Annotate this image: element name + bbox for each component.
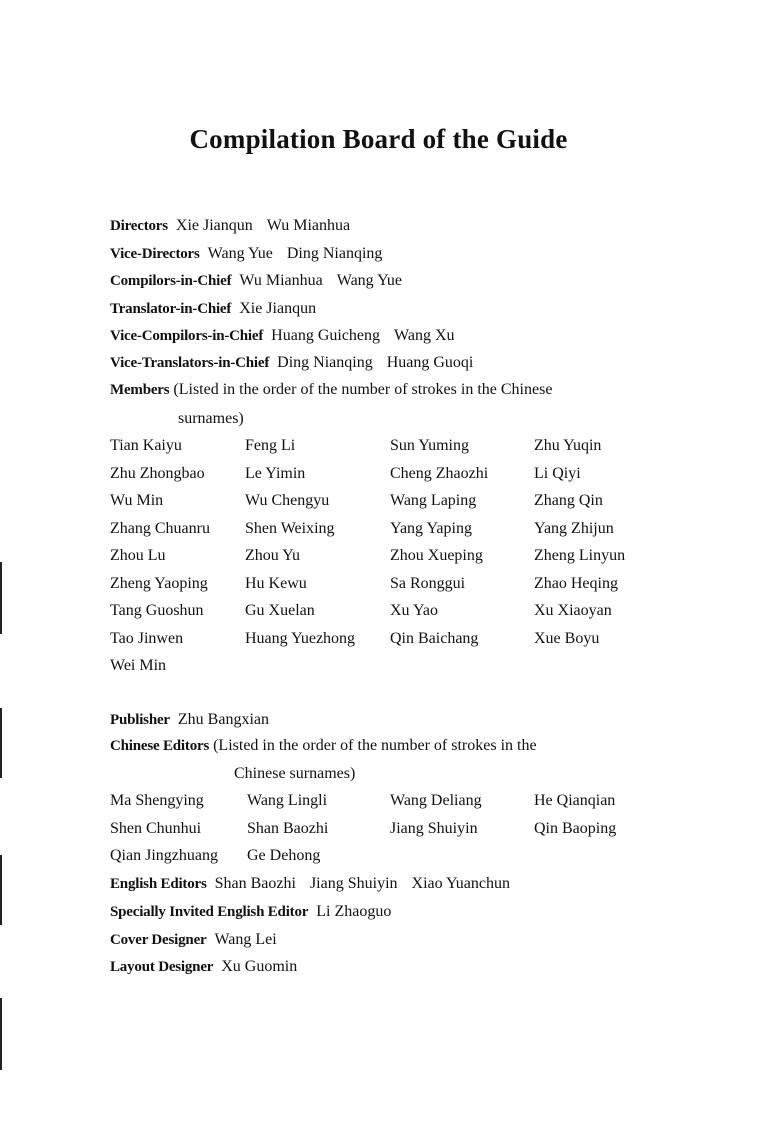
member-name: Xue Boyu	[534, 629, 600, 647]
name: Zhu Bangxian	[177, 711, 269, 728]
member-name: Tian Kaiyu	[110, 437, 182, 454]
vice-directors-label: Vice-Directors	[110, 246, 200, 262]
member-name: Li Qiyi	[534, 464, 581, 482]
english-editors-line	[110, 875, 510, 893]
vice-compilers-in-chief-label: Vice-Compilors-in-Chief	[110, 328, 264, 344]
member-name: Yang Zhijun	[534, 519, 614, 537]
layout-designer-label: Layout Designer	[110, 959, 214, 975]
editor-name: Qian Jingzhuang	[110, 847, 218, 864]
name: Jiang Shuiyin	[309, 875, 398, 892]
member-name: Sun Yuming	[390, 437, 469, 454]
member-name: Zhao Heqing	[534, 574, 618, 592]
compilers-in-chief-label: Compilors-in-Chief	[110, 273, 232, 289]
members-note-cont: surnames)	[178, 410, 244, 427]
member-name: Hu Kewu	[245, 574, 307, 592]
directors-label: Directors	[110, 218, 168, 234]
member-name: Gu Xuelan	[245, 602, 315, 619]
member-name: Wu Chengyu	[245, 492, 330, 509]
members-label: Members	[110, 382, 170, 398]
scan-edge-mark	[0, 855, 2, 925]
member-name: Zheng Linyun	[534, 547, 626, 564]
name: Wu Mianhua	[266, 217, 351, 234]
editor-name: Wang Lingli	[247, 792, 328, 809]
editor-name: Wang Deliang	[390, 792, 482, 809]
chinese-editors-note-cont: Chinese surnames)	[234, 765, 356, 782]
member-name: Tang Guoshun	[110, 602, 204, 619]
publisher-label: Publisher	[110, 712, 170, 728]
special-english-editor-label: Specially Invited English Editor	[110, 904, 309, 920]
name: Xu Guomin	[221, 958, 298, 975]
vice-directors-line	[110, 245, 382, 263]
member-name: Zhou Yu	[245, 547, 300, 564]
members-note: (Listed in the order of the number of strokes in the Chinese	[173, 381, 553, 398]
cover-designer-label: Cover Designer	[110, 932, 207, 948]
publisher-line	[110, 711, 269, 729]
editor-name: Jiang Shuiyin	[390, 819, 478, 837]
cover-designer-line	[110, 931, 277, 949]
chinese-editors-line	[110, 737, 537, 755]
name: Wang Yue	[336, 272, 402, 289]
member-name: Wu Min	[110, 492, 164, 509]
chinese-editors-label: Chinese Editors	[110, 738, 210, 754]
name: Wang Xu	[394, 327, 455, 344]
name: Huang Guicheng	[271, 327, 381, 344]
vice-translators-in-chief-label: Vice-Translators-in-Chief	[110, 355, 270, 371]
member-name: Tao Jinwen	[110, 629, 184, 647]
scan-edge-mark	[0, 562, 2, 634]
directors-line	[110, 217, 350, 235]
editor-name: Shen Chunhui	[110, 819, 202, 837]
member-name: Xu Yao	[390, 602, 439, 619]
member-name: Yang Yaping	[390, 519, 472, 537]
member-name: Le Yimin	[245, 464, 306, 482]
name: Xie Jianqun	[239, 300, 317, 317]
member-name: Feng Li	[245, 437, 296, 454]
member-name: Qin Baichang	[390, 629, 479, 647]
page-title: Compilation Board of the Guide	[189, 124, 568, 154]
compilers-in-chief-line	[110, 272, 402, 290]
member-name: Zheng Yaoping	[110, 574, 208, 592]
editor-name: Qin Baoping	[534, 819, 617, 837]
member-name: Shen Weixing	[245, 519, 335, 537]
vice-translators-in-chief-line	[110, 354, 473, 372]
member-name: Zhang Chuanru	[110, 519, 210, 537]
name: Ding Nianqing	[277, 354, 373, 371]
scan-edge-mark	[0, 998, 2, 1070]
member-name: Huang Yuezhong	[245, 629, 356, 647]
editor-name: Shan Baozhi	[247, 819, 329, 837]
member-name: Zhu Yuqin	[534, 437, 602, 454]
member-name: Zhou Xueping	[390, 547, 483, 564]
members-line	[110, 381, 552, 399]
layout-designer-line	[110, 958, 297, 976]
editor-name: Ge Dehong	[247, 847, 321, 864]
member-name: Zhu Zhongbao	[110, 464, 205, 482]
chinese-editors-note: (Listed in the order of the number of strokes in the	[213, 737, 537, 754]
translator-in-chief-label: Translator-in-Chief	[110, 301, 232, 317]
member-name: Cheng Zhaozhi	[390, 464, 489, 482]
name: Shan Baozhi	[214, 875, 296, 892]
member-name: Wang Laping	[390, 492, 477, 509]
name: Ding Nianqing	[286, 245, 383, 262]
member-name: Xu Xiaoyan	[534, 602, 612, 619]
editor-name: Ma Shengying	[110, 792, 204, 809]
name: Wu Mianhua	[239, 272, 323, 289]
name: Wang Lei	[214, 931, 277, 948]
member-name: Zhou Lu	[110, 547, 166, 564]
name: Huang Guoqi	[386, 354, 474, 371]
name: Li Zhaoguo	[316, 903, 392, 920]
member-name: Wei Min	[110, 657, 167, 674]
english-editors-label: English Editors	[110, 876, 207, 892]
vice-compilers-in-chief-line	[110, 327, 455, 345]
member-name: Zhang Qin	[534, 492, 603, 509]
translator-in-chief-line	[110, 300, 316, 318]
name: Xie Jianqun	[175, 217, 253, 234]
scan-edge-mark	[0, 708, 2, 778]
name: Wang Yue	[207, 245, 273, 262]
name: Xiao Yuanchun	[411, 875, 511, 892]
special-english-editor-line	[110, 903, 391, 921]
editor-name: He Qianqian	[534, 792, 616, 809]
member-name: Sa Ronggui	[390, 574, 466, 592]
